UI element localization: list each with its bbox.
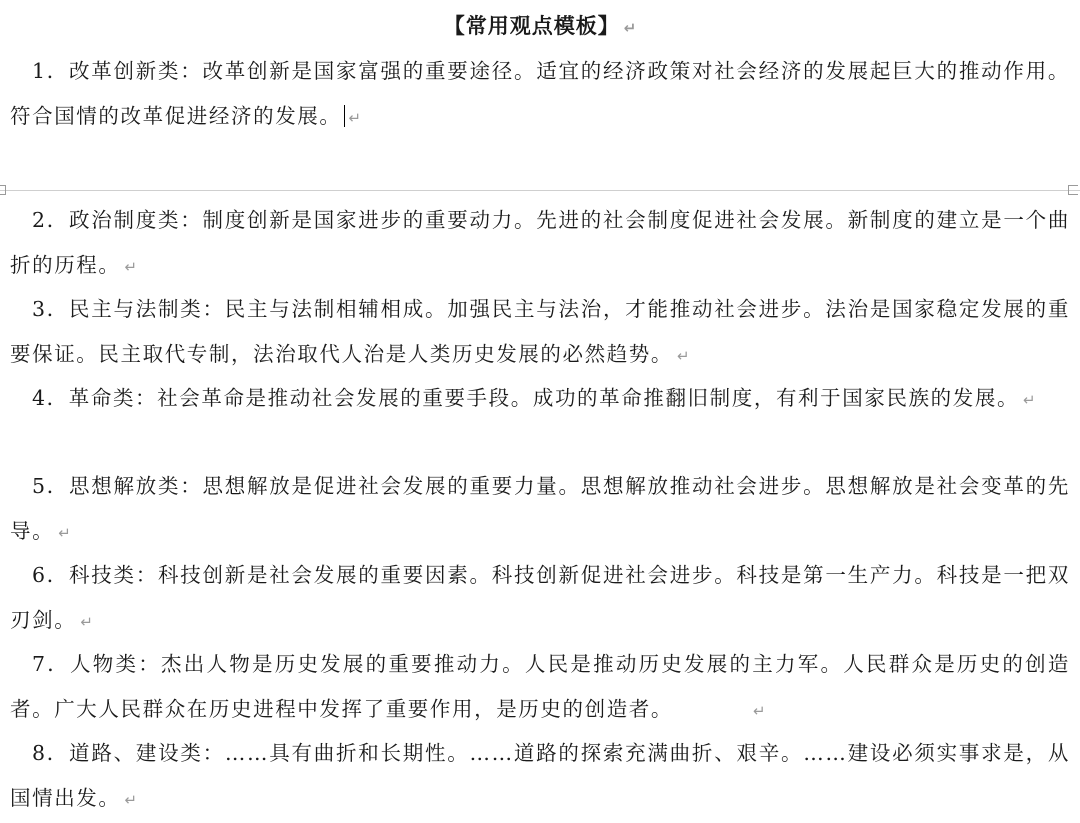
text-cursor bbox=[344, 105, 345, 127]
document-title bbox=[0, 10, 1080, 44]
paragraph-mark-icon: ↵ bbox=[124, 258, 138, 276]
page-break-gap bbox=[475, 183, 565, 189]
paragraph-text: 5．思想解放类：思想解放是促进社会发展的重要力量。思想解放推动社会进步。思想解放是社会变革的先导。 bbox=[10, 474, 1070, 543]
paragraph-text: 1．改革创新类：改革创新是国家富强的重要途径。适宜的经济政策对社会经济的发展起巨大的推动作用。符合国情的改革促进经济的发展。 bbox=[10, 59, 1070, 128]
paragraph-text: 3．民主与法制类：民主与法制相辅相成。加强民主与法治，才能推动社会进步。法治是国家稳定发展的重要保证。民主取代专制，法治取代人治是人类历史发展的必然趋势。 bbox=[10, 297, 1070, 366]
paragraph-3[interactable] bbox=[10, 287, 1070, 379]
paragraph-7[interactable] bbox=[10, 642, 1070, 734]
paragraph-mark-icon: ↵ bbox=[348, 109, 362, 127]
paragraph-text: 4．革命类：社会革命是推动社会发展的重要手段。成功的革命推翻旧制度，有利于国家民族的发展。 bbox=[32, 386, 1020, 410]
paragraph-text: 8．道路、建设类：……具有曲折和长期性。……道路的探索充满曲折、艰辛。……建设必须实事求是，从国情出发。 bbox=[10, 741, 1070, 810]
paragraph-mark-icon: ↵ bbox=[1023, 391, 1036, 409]
paragraph-5[interactable] bbox=[10, 464, 1070, 556]
paragraph-text: 7．人物类：杰出人物是历史发展的重要推动力。人民是推动历史发展的主力军。人民群众是历史的创造者。广大人民群众在历史进程中发挥了重要作用，是历史的创造者。 bbox=[10, 652, 1070, 721]
paragraph-mark-icon: ↵ bbox=[677, 347, 690, 365]
paragraph-mark-icon: ↵ bbox=[58, 524, 71, 542]
paragraph-8[interactable] bbox=[10, 731, 1070, 823]
paragraph-mark-icon: ↵ bbox=[623, 19, 637, 37]
paragraph-6[interactable] bbox=[10, 553, 1070, 645]
paragraph-2[interactable] bbox=[10, 198, 1070, 290]
paragraph-text: 6．科技类：科技创新是社会发展的重要因素。科技创新促进社会进步。科技是第一生产力。科技是一把双刃剑。 bbox=[10, 563, 1070, 632]
paragraph-1[interactable] bbox=[10, 49, 1070, 141]
page-break-line bbox=[0, 190, 1080, 191]
page-corner-right-icon bbox=[1068, 185, 1078, 195]
paragraph-mark-icon: ↵ bbox=[80, 613, 93, 631]
page-corner-left-icon bbox=[0, 185, 6, 195]
paragraph-text: 2．政治制度类：制度创新是国家进步的重要动力。先进的社会制度促进社会发展。新制度的建立是一个曲折的历程。 bbox=[10, 208, 1070, 277]
paragraph-4[interactable] bbox=[10, 376, 1070, 423]
paragraph-mark-icon: ↵ bbox=[753, 702, 766, 720]
paragraph-mark-icon: ↵ bbox=[124, 791, 138, 809]
title-text: 【常用观点模板】 bbox=[443, 13, 620, 38]
